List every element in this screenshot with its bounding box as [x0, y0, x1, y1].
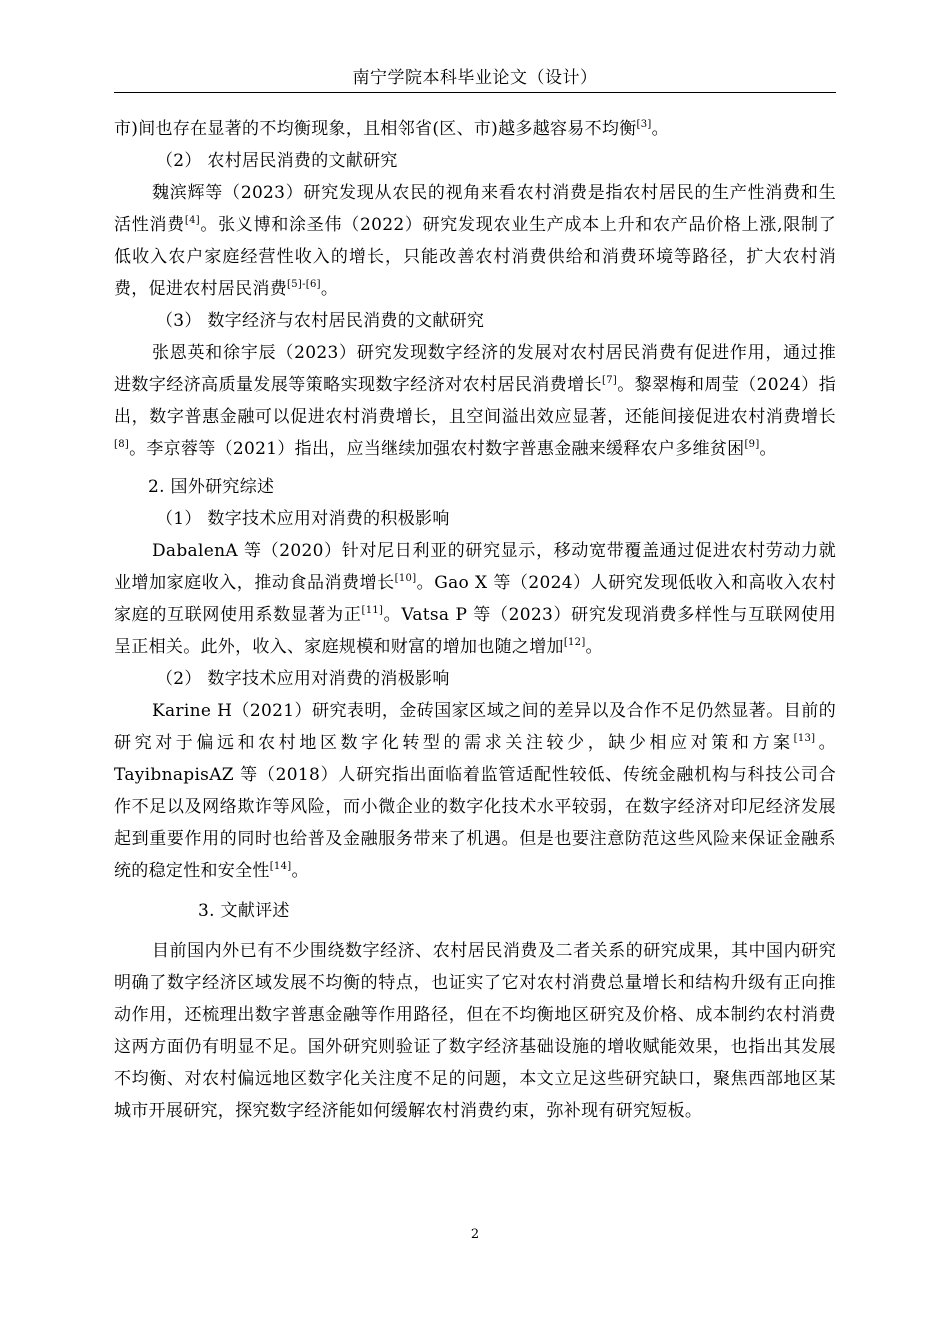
text-run: 。	[320, 279, 339, 299]
citation: [9]	[744, 439, 760, 450]
text-run: 。李京蓉等（2021）指出，应当继续加强农村数字普惠金融来缓释农户多维贫困	[129, 439, 745, 459]
text-run: DabalenA 等（2020）针对尼日利亚的研究显示，移动宽带覆盖通过促进农村劳动力就业增加家庭收入，推动食品消费增长	[114, 541, 836, 593]
subheading-negative-impact: （2） 数字技术应用对消费的消极影响	[156, 669, 450, 689]
text-run: 。	[291, 861, 309, 881]
text-run: 。	[759, 439, 777, 459]
citation: [14]	[269, 861, 292, 872]
text-run: 。TayibnapisAZ 等（2018）人研究指出面临着监管适配性较低、传统金融机构与科技公司合作不足以及网络欺诈等风险，而小微企业的数字化技术水平较弱，在数字经济对印尼经济发展起到重要作用的同时也给普及金融服务带来了机遇。但是也要注意防范这些风险来保证金融系统的稳定性和安全性	[114, 733, 836, 881]
citation: [13]	[793, 733, 816, 744]
section-heading-foreign: 2. 国外研究综述	[148, 477, 275, 497]
subheading-positive-impact: （1） 数字技术应用对消费的积极影响	[156, 509, 450, 529]
text-run: 张恩英和徐宇辰（2023）研究发现数字经济的发展对农村居民消费有促进作用，通过推进数字经济高质量发展等策略实现数字经济对农村居民消费增长	[114, 343, 836, 395]
citation: [10]	[394, 573, 417, 584]
page-number: 2	[470, 1227, 480, 1242]
page-body	[114, 113, 836, 1127]
text-run: 。张义博和涂圣伟（2022）研究发现农业生产成本上升和农产品价格上涨,限制了低收入农户家庭经营性收入的增长，只能改善农村消费供给和消费环境等路径，扩大农村消费，促进农村居民消费	[114, 215, 836, 299]
text-run: 。黎翠梅和周莹（2024）指出，数字普惠金融可以促进农村消费增长，且空间溢出效应显著，还能间接促进农村消费增长	[114, 375, 836, 427]
paragraph-rural-consumption	[114, 177, 836, 305]
text-run: 。	[651, 119, 669, 139]
paragraph-review: 目前国内外已有不少围绕数字经济、农村居民消费及二者关系的研究成果，其中国内研究明确了数字经济区域发展不均衡的特点，也证实了它对农村消费总量增长和结构升级有正向推动作用，还梳理出数字普惠金融等作用路径，但在不均衡地区研究及价格、成本制约农村消费这两方面仍有明显不足。国外研究则验证了数字经济基础设施的增收赋能效果，也指出其发展不均衡、对农村偏远地区数字化关注度不足的问题，本文立足这些研究缺口，聚焦西部地区某城市开展研究，探究数字经济能如何缓解农村消费约束，弥补现有研究短板。	[114, 941, 836, 1121]
text-run: 。	[585, 637, 603, 657]
text-run: 市)间也存在显著的不均衡现象，且相邻省(区、市)越多越容易不均衡	[114, 119, 637, 139]
paragraph-positive-impact	[114, 535, 836, 663]
paragraph-continuation	[114, 113, 836, 145]
spacer	[114, 927, 836, 935]
citation: [5]-[6]	[287, 279, 321, 290]
citation: [11]	[361, 605, 384, 616]
citation: [4]	[184, 215, 200, 226]
subheading-digital-rural: （3） 数字经济与农村居民消费的文献研究	[156, 311, 485, 331]
text-run: 。Gao X 等（2024）人研究发现低收入和高收入农村家庭的互联网使用系数显著为正	[114, 573, 836, 625]
section-heading-review: 3. 文献评述	[198, 901, 290, 921]
paragraph-digital-rural	[114, 337, 836, 465]
text-run: 。Vatsa P 等（2023）研究发现消费多样性与互联网使用呈正相关。此外，收入、家庭规模和财富的增加也随之增加	[114, 605, 836, 657]
citation: [3]	[636, 119, 652, 130]
text-run: 魏滨辉等（2023）研究发现从农民的视角来看农村消费是指农村居民的生产性消费和生活性消费	[114, 183, 836, 235]
citation: [7]	[602, 375, 618, 386]
running-header: 南宁学院本科毕业论文（设计）	[352, 68, 598, 88]
paragraph-negative-impact	[114, 695, 836, 887]
text-run: Karine H（2021）研究表明，金砖国家区域之间的差异以及合作不足仍然显著。目前的研究对于偏远和农村地区数字化转型的需求关注较少，缺少相应对策和方案	[114, 701, 836, 753]
header-rule	[114, 92, 836, 93]
citation: [8]	[114, 439, 130, 450]
citation: [12]	[563, 637, 586, 648]
subheading-rural-consumption: （2） 农村居民消费的文献研究	[156, 151, 398, 171]
